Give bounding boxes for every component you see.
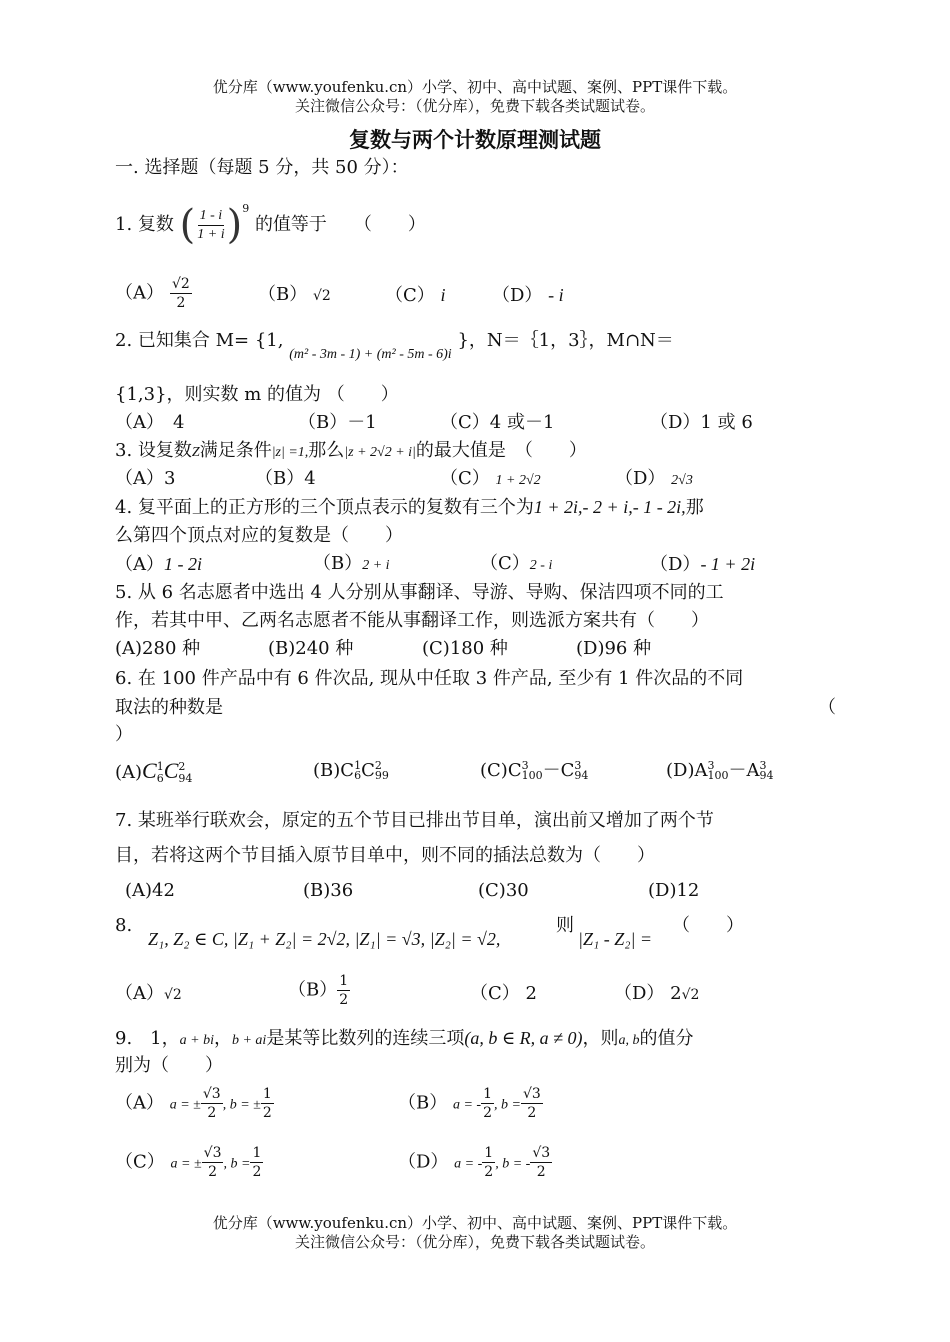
q8-paren: （ ） [672, 915, 744, 936]
q3-option-b: （B）4 [255, 468, 316, 489]
q6-option-c: (C)C 3 100 －C 3 94 [480, 759, 589, 782]
question-4: 4. 复平面上的正方形的三个顶点表示的复数有三个为1 + 2i,- 2 + i,- 1 - 2i,那 [115, 497, 704, 518]
q8-option-c: （C） 2 [470, 983, 537, 1004]
q4-option-b: （B）2 + i [313, 553, 390, 574]
header-line-1: 优分库（www.youfenku.cn）小学、初中、高中试题、案例、PPT课件下载。 [212, 78, 738, 96]
page-title: 复数与两个计数原理测试题 [349, 127, 601, 152]
q1-stem-b: 的值等于 （ ） [254, 214, 426, 235]
q5-option-d: (D)96 种 [576, 638, 652, 659]
q6-paren-close: ） [115, 724, 133, 745]
q9-option-c: （C） a = ± $\frac{√3}{2}$ , b = $\frac{1}{2}$ [115, 1145, 262, 1180]
q1-fraction: $\frac{1 - i}{1 + i}$ [197, 207, 225, 242]
q1-stem-a: 1. 复数 [115, 214, 174, 235]
q2-line-2: {1,3}，则实数 m 的值为 （ ） [115, 384, 399, 405]
q8-then: 则 [556, 915, 574, 936]
q6-option-b: (B)C 1 6 C 2 99 [313, 759, 389, 782]
section-heading: 一. 选择题（每题 5 分，共 50 分）： [115, 157, 409, 178]
question-1: 1. 复数 ( $\frac{1 - i}{1 + i}$ )$^9$ 的值等于 （ ） [115, 202, 426, 248]
question-9: 9. 1，a + bi，b + ai是某等比数列的连续三项(a, b ∈ R, a ≠ 0)，则a, b的值分 [115, 1028, 694, 1049]
q5-option-b: (B)240 种 [268, 638, 354, 659]
q7-option-d: (D)12 [648, 880, 700, 901]
q4-option-d: （D）- 1 + 2i [650, 554, 756, 575]
q1-exponent: 9 [242, 202, 250, 215]
footer-line-1: 优分库（www.youfenku.cn）小学、初中、高中试题、案例、PPT课件下载。 [212, 1214, 738, 1232]
q3-option-d: （D） 2√3 [615, 468, 693, 489]
q2-option-c: （C）4 或－1 [440, 412, 555, 433]
question-8-number: 8. [115, 915, 133, 936]
q6-paren-open: （ [818, 697, 836, 718]
q6-option-a: (A)C 1 6 C 2 94 [115, 758, 193, 785]
q8-option-b: （B） $\frac{1}{2}$ [288, 973, 349, 1008]
q3-option-a: （A）3 [115, 468, 176, 489]
q6-option-d: (D)A 3 100 －A 3 94 [666, 759, 774, 782]
q1-option-a: （A） $\frac{√2}{2}$ [115, 276, 190, 311]
question-5: 5. 从 6 名志愿者中选出 4 人分别从事翻译、导游、导购、保洁四项不同的工 [115, 582, 724, 603]
question-6: 6. 在 100 件产品中有 6 件次品, 现从中任取 3 件产品, 至少有 1 件次品的不同 [115, 668, 744, 689]
q5-line-2: 作，若其中甲、乙两名志愿者不能从事翻译工作，则选派方案共有（ ） [115, 610, 709, 631]
q1-option-b: （B） √2 [258, 284, 331, 305]
q1-option-c: （C） i [385, 285, 446, 306]
q9-line-2: 别为（ ） [115, 1055, 223, 1076]
footer-line-2: 关注微信公众号：（优分库），免费下载各类试题试卷。 [294, 1233, 655, 1251]
q8-expression-2: |Z₁ - Z₂| = [578, 929, 653, 949]
q9-option-a: （A） a = ± $\frac{√3}{2}$ , b = ± $\frac{1}{2}$ [115, 1086, 272, 1121]
q8-option-a: （A）√2 [115, 983, 182, 1004]
q7-option-c: (C)30 [478, 880, 529, 901]
q6-line-2: 取法的种数是 [115, 697, 223, 718]
q3-option-c: （C） 1 + 2√2 [440, 468, 541, 489]
question-3: 3. 设复数Z满足条件|z| =1,那么|z + 2√2 + i|的最大值是 （ ） [115, 440, 587, 461]
q8-expression: Z₁, Z₂ ∈ C, |Z₁ + Z₂| = 2√2, |Z₁| = √3, |Z₂| = √2, [148, 929, 501, 949]
q1-option-d: （D） - i [492, 285, 564, 306]
q7-line-2: 目，若将这两个节目插入原节目单中，则不同的插法总数为（ ） [115, 845, 655, 866]
q2-option-b: （B）－1 [298, 412, 377, 433]
question-7: 7. 某班举行联欢会，原定的五个节目已排出节目单，演出前又增加了两个节 [115, 810, 714, 831]
q7-option-a: (A)42 [125, 880, 175, 901]
q9-option-b: （B） a = - $\frac{1}{2}$ , b = $\frac{√3}{2}$ [398, 1086, 541, 1121]
header-line-2: 关注微信公众号：（优分库），免费下载各类试题试卷。 [294, 97, 655, 115]
q5-option-a: (A)280 种 [115, 638, 201, 659]
q8-option-d: （D） 2√2 [614, 983, 700, 1004]
q2-expression: (m² - 3m - 1) + (m² - 5m - 6)i [289, 347, 452, 362]
q5-option-c: (C)180 种 [422, 638, 508, 659]
q9-option-d: （D） a = - $\frac{1}{2}$ , b = - $\frac{√3}{2}$ [398, 1145, 551, 1180]
question-2: 2. 已知集合 M= {1, $_{(m^2 - 3m - 1) + (m^2 - 5m - 6)i}$ }，N＝｛1，3｝，M∩N＝ [115, 330, 674, 362]
q2-option-a: （A） 4 [115, 412, 185, 433]
q4-option-c: （C）2 - i [480, 553, 553, 574]
q7-option-b: (B)36 [303, 880, 354, 901]
q4-line-2: 么第四个顶点对应的复数是（ ） [115, 525, 403, 546]
q2-option-d: （D）1 或 6 [650, 412, 753, 433]
q4-option-a: （A）1 - 2i [115, 554, 202, 575]
